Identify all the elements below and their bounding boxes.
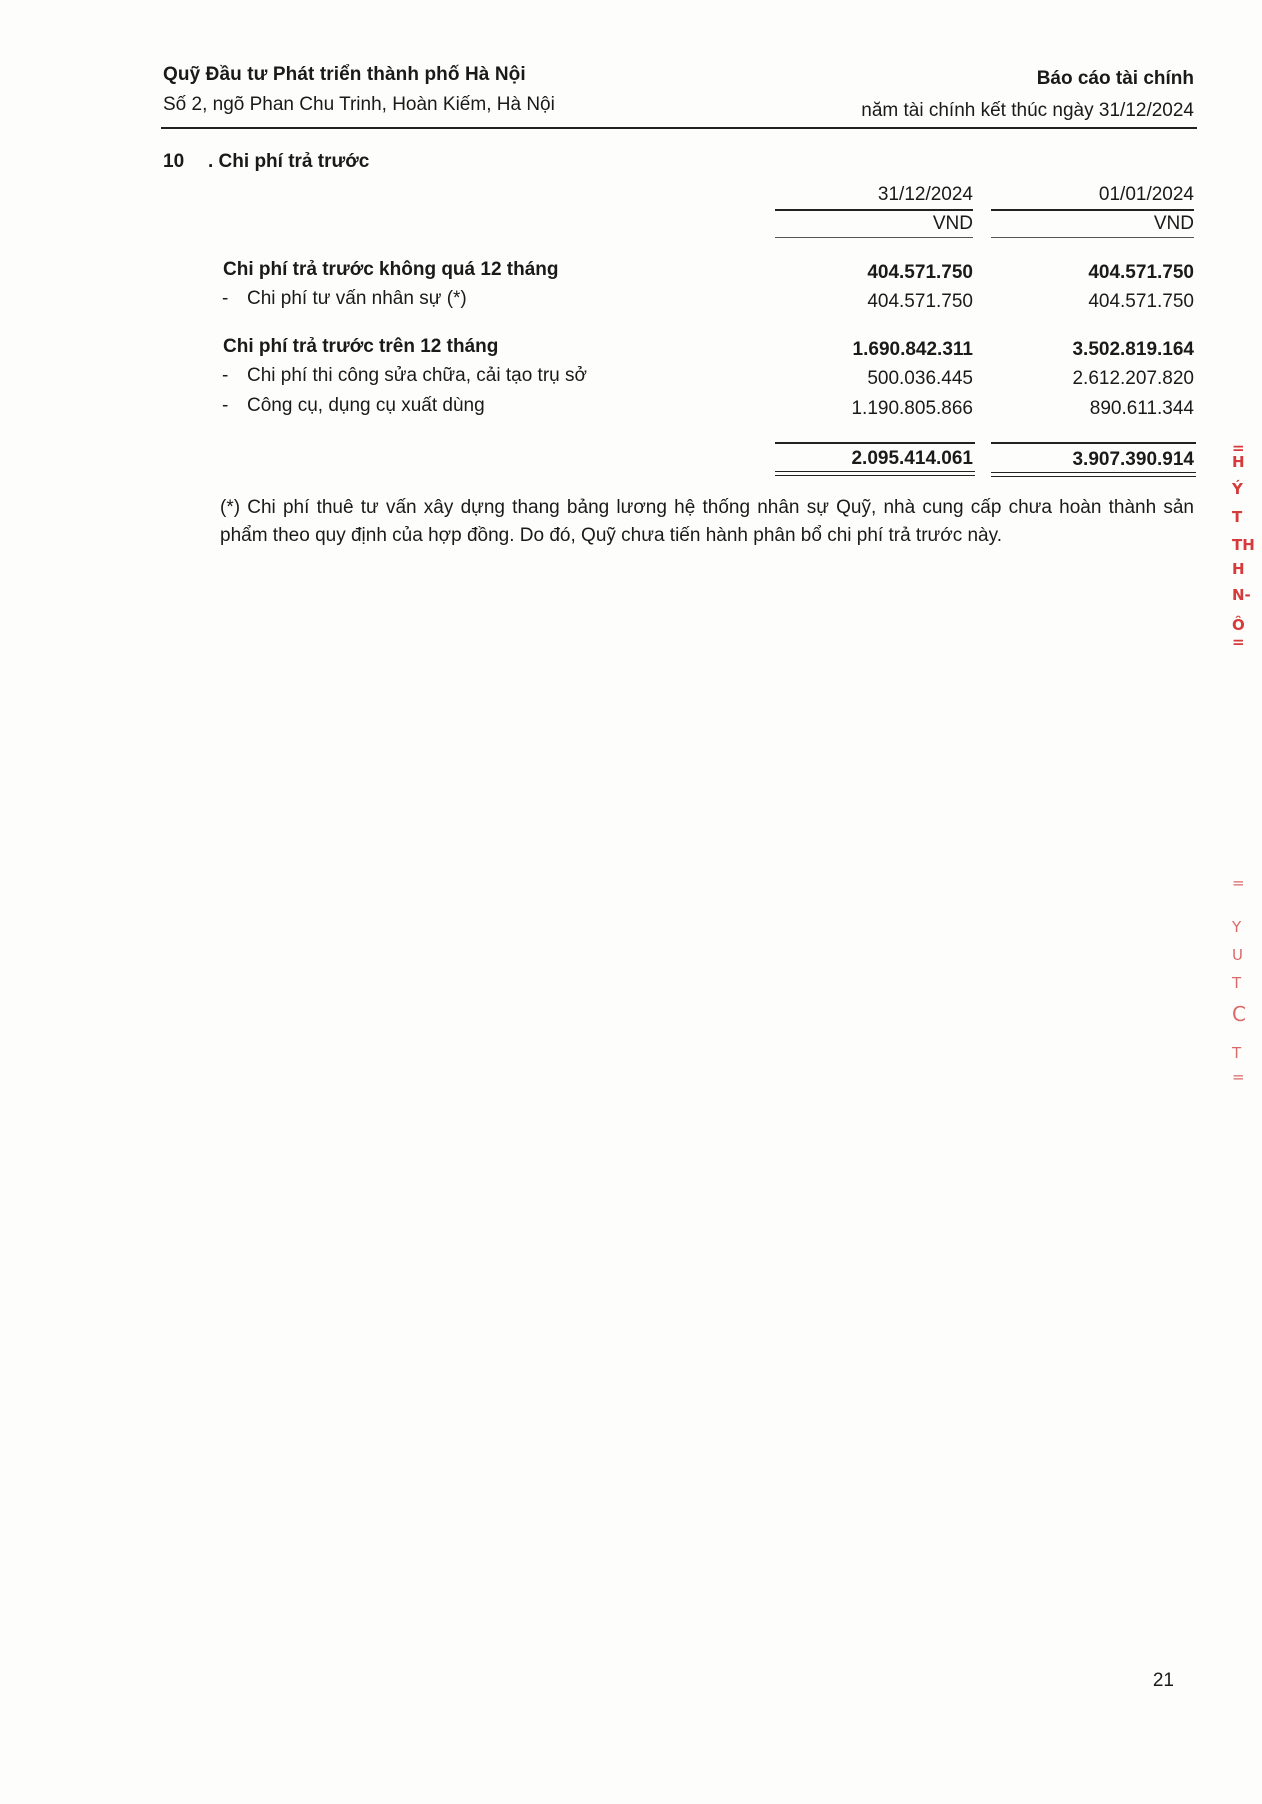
total-double-rule-2a bbox=[991, 472, 1196, 473]
item-value-1: 1.190.805.866 bbox=[851, 398, 973, 419]
total-value-1: 2.095.414.061 bbox=[851, 448, 973, 469]
stamp-char: TH bbox=[1232, 536, 1255, 554]
item-label: Chi phí tư vấn nhân sự (*) bbox=[247, 288, 467, 309]
total-top-rule-2 bbox=[991, 442, 1196, 444]
item-dash: - bbox=[222, 395, 229, 416]
total-double-rule-1b bbox=[775, 475, 975, 476]
column-unit-rule-1 bbox=[775, 237, 973, 238]
item-value-1: 404.571.750 bbox=[867, 291, 973, 312]
stamp-char: U bbox=[1232, 946, 1243, 964]
stamp-char: = bbox=[1232, 439, 1245, 457]
stamp-char: H bbox=[1232, 560, 1245, 578]
column-header-rule-1 bbox=[775, 209, 973, 211]
section-number: 10 bbox=[163, 151, 185, 172]
item-value-2: 2.612.207.820 bbox=[1072, 368, 1194, 389]
group-label: Chi phí trả trước không quá 12 tháng bbox=[223, 259, 559, 280]
group-value-2: 3.502.819.164 bbox=[1072, 339, 1194, 360]
group-label: Chi phí trả trước trên 12 tháng bbox=[223, 336, 499, 357]
item-value-1: 500.036.445 bbox=[867, 368, 973, 389]
group-value-1: 1.690.842.311 bbox=[852, 339, 973, 360]
column-unit-rule-2 bbox=[991, 237, 1194, 238]
report-period: năm tài chính kết thúc ngày 31/12/2024 bbox=[861, 100, 1194, 121]
item-dash: - bbox=[222, 288, 229, 309]
column-unit-2: VND bbox=[1153, 213, 1194, 234]
column-unit-1: VND bbox=[932, 213, 973, 234]
total-top-rule-1 bbox=[775, 442, 975, 444]
org-address: Số 2, ngõ Phan Chu Trinh, Hoàn Kiếm, Hà Nội bbox=[163, 94, 555, 115]
header-left bbox=[163, 64, 555, 116]
stamp-char: Ô bbox=[1232, 616, 1245, 634]
stamp-char: = bbox=[1232, 1068, 1245, 1086]
item-value-2: 404.571.750 bbox=[1088, 291, 1194, 312]
stamp-char: T bbox=[1232, 974, 1242, 992]
page-number: 21 bbox=[1152, 1670, 1174, 1691]
item-value-2: 890.611.344 bbox=[1089, 398, 1194, 419]
item-label: Chi phí thi công sửa chữa, cải tạo trụ sở bbox=[247, 365, 587, 386]
header-divider bbox=[161, 127, 1197, 129]
footnote: (*) Chi phí thuê tư vấn xây dựng thang bảng lương hệ thống nhân sự Quỹ, nhà cung cấp chưa hoàn thành sản phẩm theo quy định của hợp đồng. Do đó, Quỹ chưa tiến hành phân bổ chi phí trả trước này. bbox=[220, 497, 1194, 546]
org-name: Quỹ Đầu tư Phát triển thành phố Hà Nội bbox=[163, 64, 526, 85]
stamp-char: C bbox=[1232, 1002, 1246, 1026]
stamp-char: Ý bbox=[1232, 480, 1243, 498]
stamp-char: = bbox=[1232, 633, 1245, 651]
group-value-2: 404.571.750 bbox=[1088, 262, 1194, 283]
item-dash: - bbox=[222, 365, 229, 386]
item-label: Công cụ, dụng cụ xuất dùng bbox=[247, 395, 485, 416]
total-value-2: 3.907.390.914 bbox=[1072, 449, 1194, 470]
stamp-char: T bbox=[1232, 1044, 1242, 1062]
stamp-char: = bbox=[1232, 874, 1245, 892]
stamp-char: N- bbox=[1232, 586, 1251, 604]
stamp-char: H bbox=[1232, 453, 1245, 471]
report-title: Báo cáo tài chính bbox=[1036, 68, 1194, 89]
stamp-char: T bbox=[1232, 508, 1243, 526]
column-header-rule-2 bbox=[991, 209, 1194, 211]
section-title: . Chi phí trả trước bbox=[208, 151, 370, 172]
column-date-1: 31/12/2024 bbox=[877, 184, 973, 205]
group-value-1: 404.571.750 bbox=[867, 262, 973, 283]
total-double-rule-1a bbox=[775, 471, 975, 472]
stamp-char: Y bbox=[1232, 918, 1242, 936]
column-date-2: 01/01/2024 bbox=[1098, 184, 1194, 205]
total-double-rule-2b bbox=[991, 476, 1196, 477]
header-right bbox=[861, 68, 1194, 122]
